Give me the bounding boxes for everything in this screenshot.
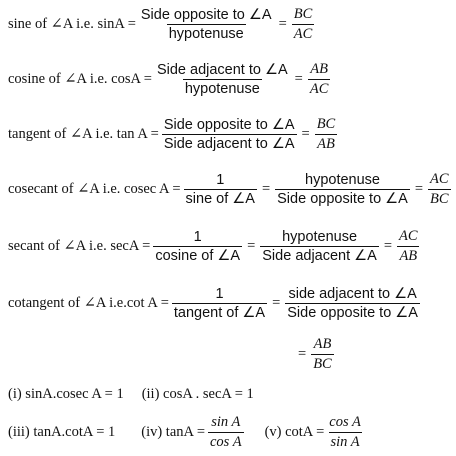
secant-side-numerator: AC: [399, 228, 418, 244]
equals-sign: =: [294, 71, 303, 87]
sine-numerator: Side opposite to ∠A: [140, 7, 272, 23]
equals-sign: =: [298, 346, 307, 362]
sine-denominator: hypotenuse: [168, 26, 244, 42]
equals-sign: =: [278, 16, 287, 32]
identities-row-1: [8, 386, 254, 403]
tangent-side-denominator: AB: [317, 136, 335, 152]
cotangent-definition: [8, 286, 423, 321]
tangent-numerator: Side opposite to ∠A: [163, 117, 295, 133]
identity-iii: (iii) tanA.cotA = 1: [8, 424, 116, 440]
cosecant-ratio-words: [275, 172, 410, 207]
equals-sign: =: [414, 181, 424, 197]
cosecant-reciprocal: [184, 172, 257, 207]
cotangent-side-numerator: AB: [313, 336, 332, 352]
cotangent-one: 1: [215, 286, 224, 302]
secant-reciprocal: [153, 229, 242, 264]
sine-definition: [8, 6, 317, 43]
cotangent-reciprocal: [172, 286, 267, 321]
cosecant-side-denominator: BC: [430, 191, 449, 207]
cotangent-numerator: side adjacent to ∠A: [288, 286, 417, 302]
equals-sign: =: [272, 295, 281, 311]
identity-v-fraction: [327, 414, 363, 451]
sine-ratio-words: [139, 7, 274, 42]
cosecant-side-numerator: AC: [430, 171, 449, 187]
cosine-denominator: hypotenuse: [184, 81, 260, 97]
tangent-ratio-sides: [315, 116, 338, 153]
cosecant-sine-of-a: sine of ∠A: [185, 191, 255, 207]
cotangent-denominator: Side opposite to ∠A: [287, 305, 418, 321]
secant-one: 1: [193, 229, 202, 245]
secant-label: secant of ∠A i.e. secA =: [8, 238, 151, 254]
identity-iv-numerator: sin A: [211, 414, 241, 430]
equals-sign: =: [261, 181, 271, 197]
cosecant-one: 1: [216, 172, 225, 188]
cosine-side-numerator: AB: [310, 61, 328, 77]
sine-label: sine of ∠A i.e. sinA =: [8, 16, 136, 32]
cotangent-label: cotangent of ∠A i.e.cot A =: [8, 295, 169, 311]
cosine-ratio-sides: [308, 61, 331, 98]
cosecant-definition: [8, 171, 454, 208]
identity-iv-denominator: cos A: [210, 434, 242, 450]
cotangent-tangent-of-a: tangent of ∠A: [173, 305, 266, 321]
secant-definition: [8, 228, 423, 265]
cosine-label: cosine of ∠A i.e. cosA =: [8, 71, 152, 87]
tangent-denominator: Side adjacent to ∠A: [163, 136, 295, 152]
cosine-ratio-words: [155, 62, 290, 97]
cotangent-sides-line: [296, 336, 337, 373]
secant-ratio-words: [260, 229, 379, 264]
sine-ratio-sides: [292, 6, 315, 43]
secant-cosine-of-a: cosine of ∠A: [155, 248, 241, 264]
identity-iv-fraction: [208, 414, 244, 451]
identity-ii: (ii) cosA . secA = 1: [141, 386, 254, 402]
identity-v-denominator: sin A: [330, 434, 360, 450]
identity-i: (i) sinA.cosec A = 1: [8, 386, 124, 402]
identity-iv-label: (iv) tanA =: [141, 424, 205, 440]
equals-sign: =: [247, 238, 256, 254]
tangent-ratio-words: [162, 117, 297, 152]
sine-side-denominator: AC: [293, 26, 313, 42]
cosine-definition: [8, 61, 333, 98]
cosine-side-denominator: AC: [309, 81, 329, 97]
equals-sign: =: [383, 238, 393, 254]
cotangent-side-denominator: BC: [313, 356, 332, 372]
identities-row-2: [8, 414, 366, 451]
cotangent-ratio-words: [285, 286, 420, 321]
tangent-label: tangent of ∠A i.e. tan A =: [8, 126, 159, 142]
tangent-definition: [8, 116, 340, 153]
secant-ratio-sides: [397, 228, 420, 265]
secant-side-denominator: AB: [399, 248, 418, 264]
sine-side-numerator: BC: [293, 6, 313, 22]
cosecant-ratio-sides: [428, 171, 451, 208]
secant-numerator: hypotenuse: [282, 229, 358, 245]
secant-denominator: Side adjacent ∠A: [262, 248, 377, 264]
cosecant-denominator: Side opposite to ∠A: [277, 191, 408, 207]
cosine-numerator: Side adjacent to ∠A: [156, 62, 288, 78]
cotangent-ratio-sides: [311, 336, 334, 373]
equals-sign: =: [301, 126, 310, 142]
identity-v-label: (v) cotA =: [264, 424, 325, 440]
cosecant-numerator: hypotenuse: [305, 172, 380, 188]
cosecant-label: cosecant of ∠A i.e. cosec A =: [8, 181, 181, 197]
identity-v-numerator: cos A: [329, 414, 361, 430]
tangent-side-numerator: BC: [316, 116, 336, 132]
